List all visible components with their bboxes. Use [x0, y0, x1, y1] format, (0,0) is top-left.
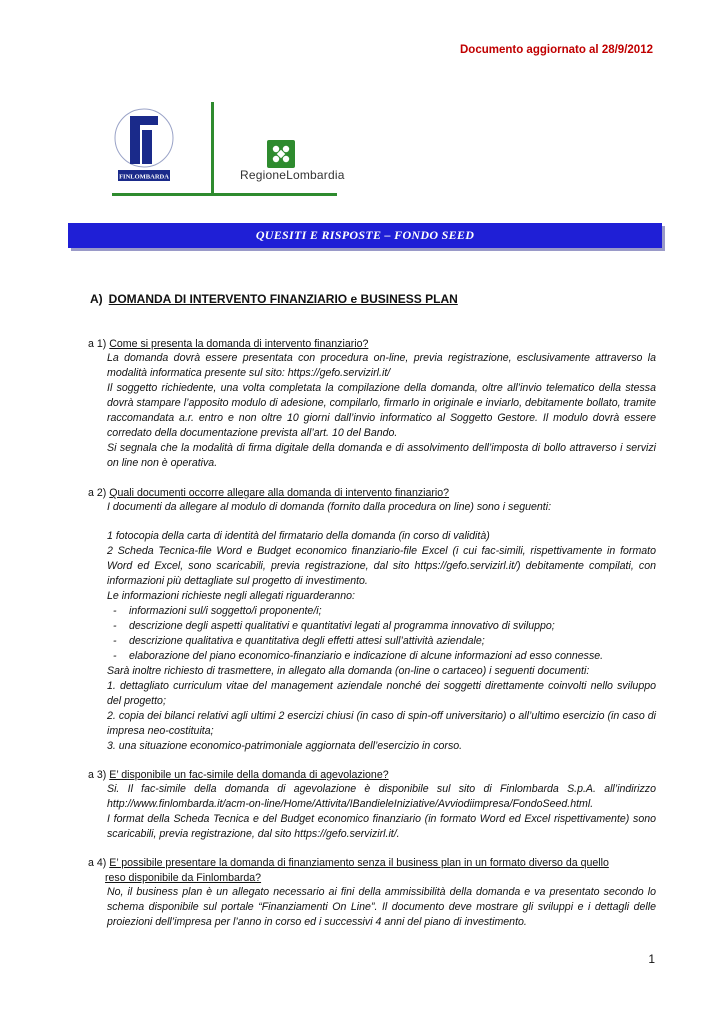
answer-paragraph: La domanda dovrà essere presentata con procedura on-line, previa registrazione, esclusivamente attraverso la modalità informatica presente sul sito: https://gefo.servizirl.it/ — [107, 352, 656, 379]
page-number: 1 — [648, 952, 655, 966]
question-a4 — [88, 856, 609, 885]
answer-a2 — [107, 500, 656, 754]
answer-paragraph: Sarà inoltre richiesto di trasmettere, in allegato alla domanda (on-line o cartaceo) i seguenti documenti: — [107, 665, 590, 677]
question-a2 — [88, 486, 449, 501]
question-label: a 3) — [88, 769, 107, 781]
list-item: - descrizione qualitativa e quantitativa degli effetti attesi sull’attività aziendale; — [107, 634, 656, 649]
question-label: a 1) — [88, 338, 107, 350]
answer-paragraph: Le informazioni richieste negli allegati riguarderanno: — [107, 590, 355, 602]
answer-a4 — [107, 885, 656, 930]
answer-a1 — [107, 351, 656, 471]
section-heading — [90, 292, 458, 306]
answer-paragraph: Si. Il fac-simile della domanda di agevolazione è disponibile sul sito di Finlombarda S.p.A. all’indirizzo http://www.finlombarda.it/acm-on-line/Home/Attivita/IBandieleIniziative/Avviodiimpresa/FondoSeed.html. — [107, 783, 656, 810]
document-banner: QUESITI E RISPOSTE – FONDO SEED — [68, 223, 662, 248]
answer-paragraph: 1. dettagliato curriculum vitae del management aziendale nonché dei soggetti direttamente coinvolti nello sviluppo del progetto; — [107, 680, 656, 707]
answer-paragraph: I documenti da allegare al modulo di domanda (fornito dalla procedura on line) sono i seguenti: — [107, 501, 552, 513]
answer-paragraph: I format della Scheda Tecnica e del Budget economico finanziario (in formato Word ed Excel rispettivamente) sono scaricabili, previa registrazione, dal sito https://gefo.servizirl.it/. — [107, 813, 656, 840]
question-text-continued: reso disponibile da Finlombarda? — [105, 871, 262, 884]
logo-divider-horizontal — [112, 193, 337, 196]
answer-a3 — [107, 782, 656, 842]
logo-divider-vertical — [211, 102, 214, 196]
question-a1 — [88, 337, 368, 352]
section-title: DOMANDA DI INTERVENTO FINANZIARIO e BUSINESS PLAN — [108, 292, 458, 306]
regione-lombardia-logo-text: RegioneLombardia — [240, 168, 345, 182]
list-item: - informazioni sul/i soggetto/i proponente/i; — [107, 604, 656, 619]
finlombarda-logo — [112, 106, 176, 184]
question-label: a 4) — [88, 857, 107, 869]
question-text: E’ disponibile un fac-simile della domanda di agevolazione? — [109, 769, 389, 781]
section-letter: A) — [90, 292, 103, 306]
regione-lombardia-icon — [267, 140, 295, 168]
update-note: Documento aggiornato al 28/9/2012 — [459, 44, 653, 56]
answer-paragraph: 3. una situazione economico-patrimoniale aggiornata dell’esercizio in corso. — [107, 740, 463, 752]
answer-paragraph: No, il business plan è un allegato necessario ai fini della ammissibilità della domanda e va presentato secondo lo schema disponibile sul portale “Finanziamenti On Line”. Il documento deve mostrare gli sviluppi e i dettagli delle proiezioni dell’impresa per l’anno in corso ed i successivi 4 anni del piano di investimento. — [107, 886, 656, 928]
question-text: Come si presenta la domanda di intervento finanziario? — [109, 338, 369, 350]
finlombarda-logo-text: FINLOMBARDA — [119, 173, 169, 181]
list-item: - descrizione degli aspetti qualitativi e quantitativi legati al programma innovativo di sviluppo; — [107, 619, 656, 634]
answer-paragraph: 2. copia dei bilanci relativi agli ultimi 2 esercizi chiusi (in caso di spin-off universitario) o all’ultimo esercizio (in caso di impresa neo-costituita; — [107, 710, 656, 737]
question-label: a 2) — [88, 487, 107, 499]
attachment-info-list — [107, 604, 656, 664]
answer-paragraph: Si segnala che la modalità di firma digitale della domanda e di assolvimento dell’imposta di bollo attraverso i servizi on line non è operativa. — [107, 442, 656, 469]
question-text: Quali documenti occorre allegare alla domanda di intervento finanziario? — [109, 487, 450, 499]
answer-paragraph: 2 Scheda Tecnica-file Word e Budget economico finanziario-file Excel (i cui fac-simili, rispettivamente in formato Word ed Excel, sono scaricabili, previa registrazione, dal sito https://gefo.servizirl.it/) debitamente compilati, con informazioni più dettagliate sul progetto di investimento. — [107, 545, 656, 587]
answer-paragraph: 1 fotocopia della carta di identità del firmatario della domanda (in corso di validità) — [107, 530, 490, 542]
list-item: - elaborazione del piano economico-finanziario e indicazione di alcune informazioni ad esso connesse. — [107, 649, 656, 664]
question-text: E’ possibile presentare la domanda di finanziamento senza il business plan in un formato diverso da quello — [109, 857, 609, 869]
question-a3 — [88, 768, 389, 783]
answer-paragraph: Il soggetto richiedente, una volta completata la compilazione della domanda, oltre all’invio telematico della stessa dovrà stampare l’apposito modulo di adesione, compilarlo, firmarlo in originale e inviarlo, debitamente bollato, tramite raccomandata a.r. entro e non oltre 10 giorni dall’invio informatico al Soggetto Gestore. Il modulo dovrà essere corredato della documentazione prevista all’art. 10 del Bando. — [107, 382, 656, 439]
